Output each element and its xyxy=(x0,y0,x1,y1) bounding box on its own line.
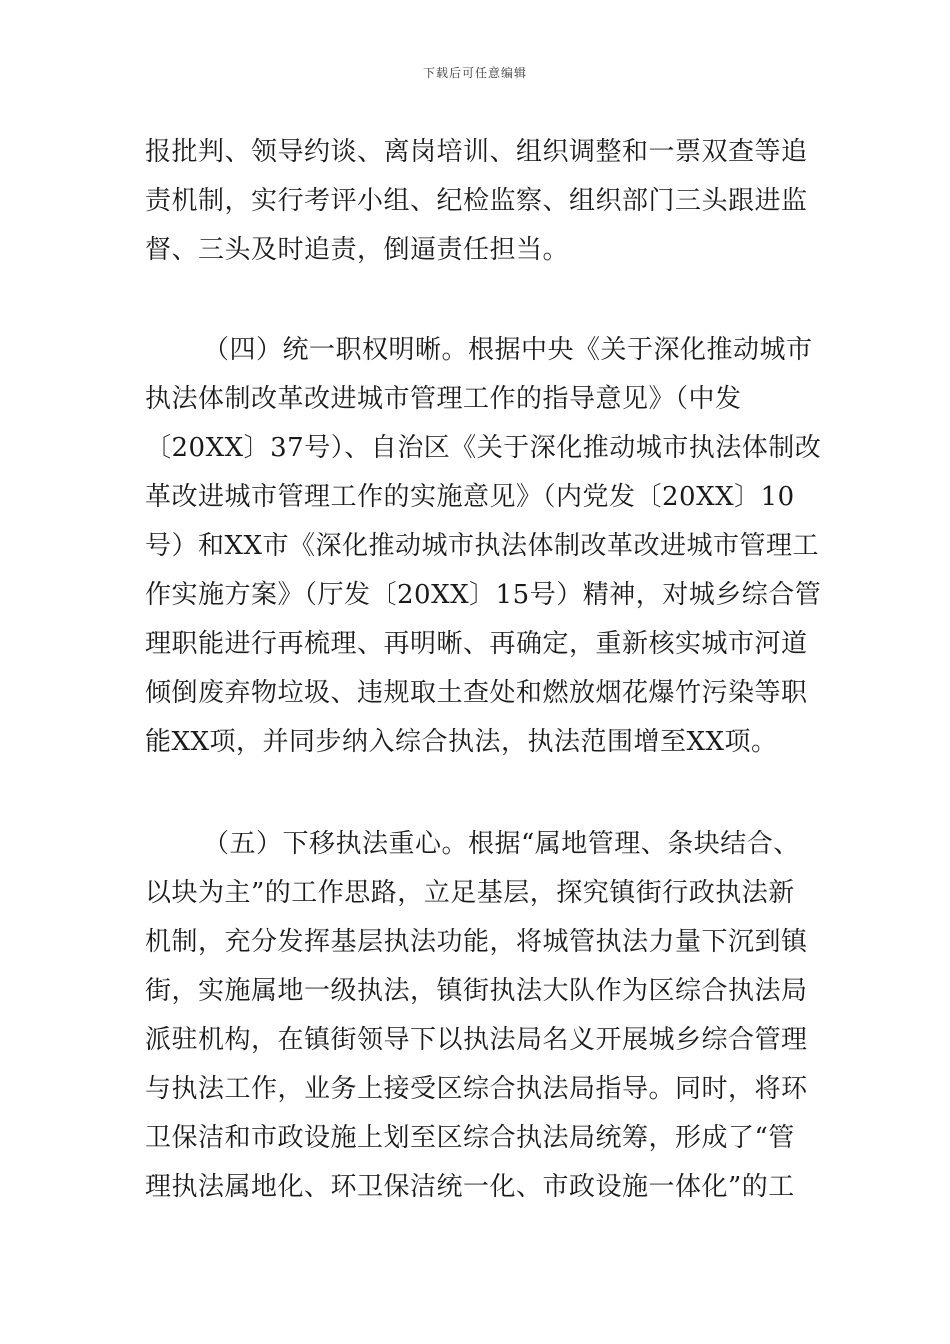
text-line: 以块为主”的工作思路，立足基层，探究镇街行政执法新 xyxy=(145,878,795,908)
text-line: 责机制，实行考评小组、纪检监察、组织部门三头跟进监 xyxy=(145,186,808,216)
text-line: 能XX项，并同步纳入综合执法，执法范围增至XX项。 xyxy=(145,727,778,757)
text-line: 报批判、领导约谈、离岗培训、组织调整和一票双查等追 xyxy=(145,137,808,167)
paragraph-section-5 xyxy=(145,820,808,1212)
paragraph-section-4 xyxy=(145,326,821,767)
text-line: 理职能进行再梳理、再明晰、再确定，重新核实城市河道 xyxy=(145,629,808,659)
text-line: 卫保洁和市政设施上划至区综合执法局统筹，形成了“管 xyxy=(145,1123,795,1153)
text-line: 督、三头及时追责，倒逼责任担当。 xyxy=(145,235,570,265)
text-line: （四）统一职权明晰。根据中央《关于深化推动城市 xyxy=(203,335,813,365)
text-line: 〔20XX〕37号）、自治区《关于深化推动城市执法体制改 xyxy=(145,433,822,463)
text-line: （五）下移执法重心。根据“属地管理、条块结合、 xyxy=(203,829,800,859)
text-line: 机制，充分发挥基层执法功能，将城管执法力量下沉到镇 xyxy=(145,927,808,957)
text-line: 作实施方案》（厅发〔20XX〕15号）精神，对城乡综合管 xyxy=(145,580,822,610)
text-line: 执法体制改革改进城市管理工作的指导意见》（中发 xyxy=(145,384,742,414)
text-line: 号）和XX市《深化推动城市执法体制改革改进城市管理工 xyxy=(145,531,820,561)
text-line: 派驻机构，在镇街领导下以执法局名义开展城乡综合管理 xyxy=(145,1025,808,1055)
text-line: 理执法属地化、环卫保洁统一化、市政设施一体化”的工 xyxy=(145,1172,795,1202)
text-line: 革改进城市管理工作的实施意见》（内党发〔20XX〕10 xyxy=(145,482,795,512)
text-line: 街，实施属地一级执法，镇街执法大队作为区综合执法局 xyxy=(145,976,808,1006)
text-line: 与执法工作，业务上接受区综合执法局指导。同时，将环 xyxy=(145,1074,808,1104)
paragraph-continuation xyxy=(145,128,808,275)
text-line: 倾倒废弃物垃圾、违规取土查处和燃放烟花爆竹污染等职 xyxy=(145,678,808,708)
page-header-note: 下载后可任意编辑 xyxy=(422,66,527,80)
